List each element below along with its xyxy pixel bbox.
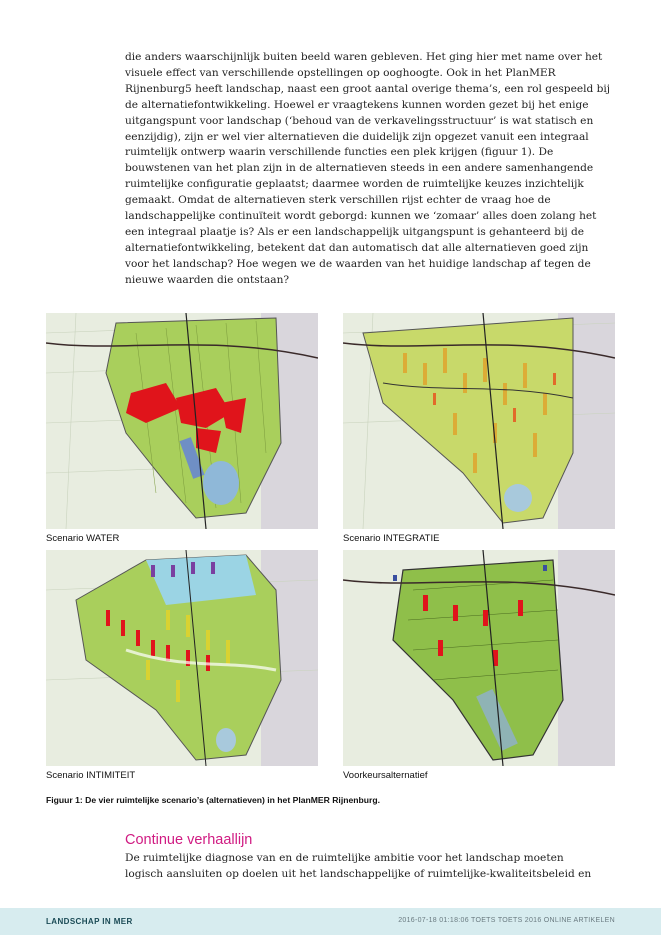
body-line: nieuwe waarden die ontstaan? xyxy=(125,273,290,286)
map-scenario-integratie xyxy=(343,313,615,529)
body-line: eenzijdig), zijn er wel vier alternatieven die duidelijk zijn opgezet vanuit een integraal xyxy=(125,130,589,143)
label-scenario-integratie: Scenario INTEGRATIE xyxy=(343,533,440,544)
body-line: bouwstenen van het plan zijn in de alternatieven steeds in een andere samenhangende xyxy=(125,162,594,175)
body-line: Rijnenburg5 heeft landschap, naast een groot aantal overige thema’s, een rol gespeeld bij xyxy=(125,82,611,95)
section-line: logisch aansluiten op doelen uit het landschappelijke of ruimtelijke-kwaliteitsbeleid en xyxy=(125,868,592,880)
label-scenario-intimiteit: Scenario INTIMITEIT xyxy=(46,770,136,781)
body-paragraph xyxy=(125,50,615,289)
body-line: gemaakt. Omdat de alternatieven sterk verschillen rijst echter de vraag hoe de xyxy=(125,194,551,207)
body-line: uitgangspunt voor landschap (‘behoud van de verkavelingsstructuur’ is wat statisch en xyxy=(125,114,594,127)
label-voorkeursalternatief: Voorkeursalternatief xyxy=(343,770,428,781)
body-line: die anders waarschijnlijk buiten beeld waren gebleven. Het ging hier met name over het xyxy=(125,51,603,63)
body-line: alternatiefontwikkeling, betekent dat dan automatisch dat alle alternatieven goed zijn xyxy=(125,241,589,254)
body-line: de alternatiefontwikkeling. Hoewel er vraagtekens kunnen worden gezet bij het enige xyxy=(125,98,589,111)
map-voorkeursalternatief xyxy=(343,550,615,766)
label-scenario-water: Scenario WATER xyxy=(46,533,120,544)
page-footer xyxy=(0,908,661,935)
map-scenario-intimiteit xyxy=(46,550,318,766)
section-paragraph xyxy=(125,850,635,882)
footer-meta: 2016-07-18 01:18:06 TOETS TOETS 2016 ONLINE ARTIKELEN xyxy=(398,917,615,924)
body-line: ruimtelijke configuratie geplaatst; daarmee worden de ruimtelijke keuzes inzichtelijk xyxy=(125,178,584,191)
section-line: De ruimtelijke diagnose van en de ruimtelijke ambitie voor het landschap moeten xyxy=(125,852,564,864)
body-line: landschappelijke continuïteit wordt geborgd: kunnen we ‘zomaar’ alles doen zolang het xyxy=(125,210,597,223)
body-line: ruimtelijk ontwerp waarin verschillende functies een plek krijgen (figuur 1). De xyxy=(125,146,554,159)
body-line: visuele effect van verschillende opstellingen op ooghoogte. Ook in het PlanMER xyxy=(125,66,556,79)
section-title: Continue verhaallijn xyxy=(125,832,253,848)
body-line: voor het landschap? Hoe wegen we de waarden van het huidige landschap af tegen de xyxy=(125,257,591,270)
map-scenario-water xyxy=(46,313,318,529)
figure-caption: Figuur 1: De vier ruimtelijke scenario’s (alternatieven) in het PlanMER Rijnenburg. xyxy=(46,795,380,805)
footer-section-name: LANDSCHAP IN MER xyxy=(46,917,133,926)
body-line: een integraal plaatje is? Als er een landschappelijk uitgangspunt is gehanteerd bij de xyxy=(125,225,585,238)
